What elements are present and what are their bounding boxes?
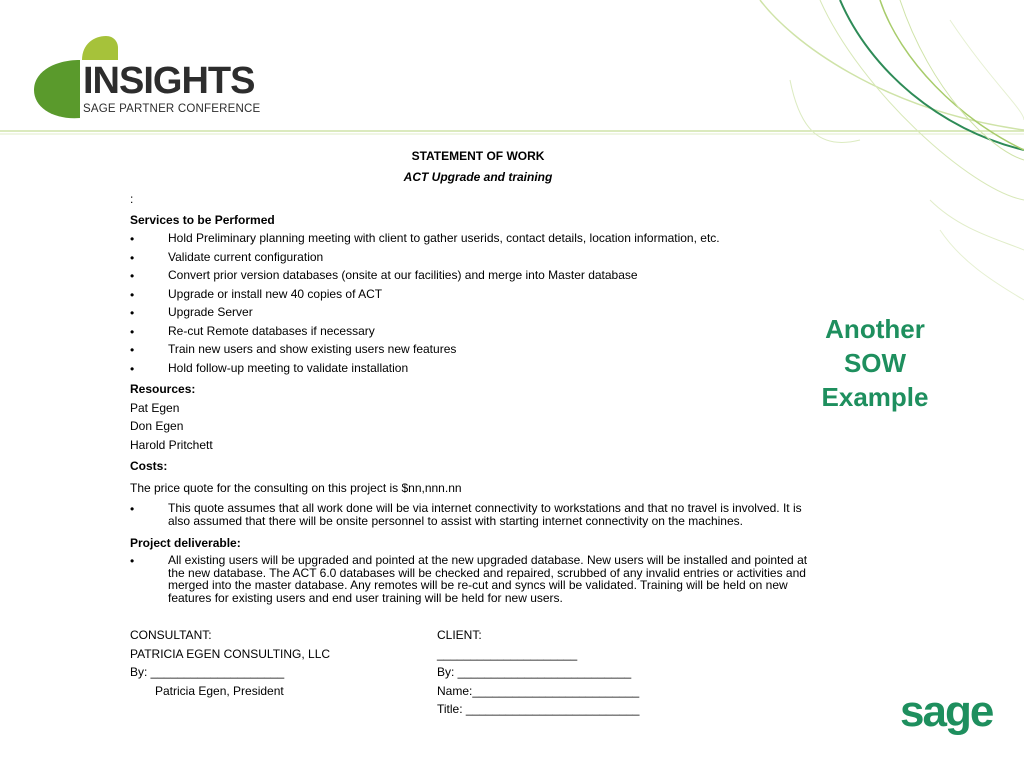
costs-text: The price quote for the consulting on this project is $nn,nnn.nn	[130, 481, 462, 495]
client-by-line: By: __________________________	[437, 665, 632, 679]
services-list-item	[130, 251, 820, 264]
client-title-line: Title: __________________________	[437, 702, 640, 716]
costs-heading: Costs:	[130, 459, 168, 473]
services-item-text: Hold follow-up meeting to validate installation	[168, 360, 409, 375]
sage-logo: sage	[900, 687, 993, 736]
logo-wordmark: INSIGHTS	[83, 60, 255, 102]
services-item-text: Hold Preliminary planning meeting with client to gather userids, contact details, location information, etc.	[168, 231, 720, 245]
bullet: •	[130, 502, 135, 516]
colon-line: :	[130, 192, 134, 206]
resource-name: Harold Pritchett	[130, 438, 213, 452]
side-title-line: Another	[825, 314, 925, 344]
services-list-item	[130, 343, 820, 356]
resource-name: Don Egen	[130, 419, 184, 433]
services-list-item	[130, 362, 820, 375]
bullet: •	[130, 287, 135, 302]
services-item-text: Upgrade Server	[168, 305, 253, 319]
services-item-text: Upgrade or install new 40 copies of ACT	[168, 286, 383, 301]
bullet: •	[130, 269, 135, 283]
services-list-item	[130, 232, 820, 245]
resource-name: Pat Egen	[130, 401, 180, 415]
consultant-signer: Patricia Egen, President	[155, 684, 284, 698]
deliverable-item	[130, 554, 820, 604]
costs-note	[130, 502, 820, 527]
another-sow-example-title	[790, 312, 960, 414]
logo-subtitle: SAGE PARTNER CONFERENCE	[83, 103, 261, 115]
services-item-text: Convert prior version databases (onsite at our facilities) and merge into Master database	[168, 268, 638, 282]
leaf-light	[82, 36, 118, 60]
consultant-label: CONSULTANT:	[130, 628, 212, 642]
bullet: •	[130, 361, 135, 376]
client-label: CLIENT:	[437, 628, 482, 642]
client-company-line: _____________________	[437, 647, 578, 661]
services-list-item	[130, 325, 820, 338]
services-item-text: Validate current configuration	[168, 249, 324, 264]
document-title: STATEMENT OF WORK	[411, 149, 545, 163]
document-subtitle: ACT Upgrade and training	[403, 170, 553, 184]
bullet: •	[130, 232, 135, 246]
deliverable-heading: Project deliverable:	[130, 536, 241, 550]
leaf-dark	[34, 60, 80, 118]
bullet: •	[130, 324, 135, 339]
bullet: •	[130, 250, 135, 265]
costs-note-text: This quote assumes that all work done will be via internet connectivity to workstations and that no travel is involved. It is also assumed that there will be onsite personnel to assist with starting internet connectivity on the machines.	[168, 501, 802, 528]
resources-heading: Resources:	[130, 382, 196, 396]
services-item-text: Train new users and show existing users new features	[168, 342, 457, 356]
services-list-item	[130, 269, 820, 282]
deliverable-text: All existing users will be upgraded and pointed at the new upgraded database. New users will be installed and pointed at the new database. The ACT 6.0 databases will be checked and repaired, scrubbed of any invalid entries or activities and merged into the master database. Any remotes will be re-cut and syncs will be validated. Training will be held on new features for existing users and end user training will be held for new users.	[168, 553, 808, 605]
bullet: •	[130, 554, 135, 568]
services-list-item	[130, 288, 820, 301]
services-item-text: Re-cut Remote databases if necessary	[168, 323, 375, 338]
side-title-line: Example	[821, 382, 929, 412]
services-list-item	[130, 306, 820, 319]
bullet: •	[130, 343, 135, 357]
services-heading: Services to be Performed	[130, 213, 275, 227]
bullet: •	[130, 306, 135, 320]
consultant-by-line: By: ____________________	[130, 665, 285, 679]
side-title-line: SOW	[843, 348, 907, 378]
client-name-line: Name:_________________________	[437, 684, 640, 698]
consultant-company: PATRICIA EGEN CONSULTING, LLC	[130, 647, 331, 661]
